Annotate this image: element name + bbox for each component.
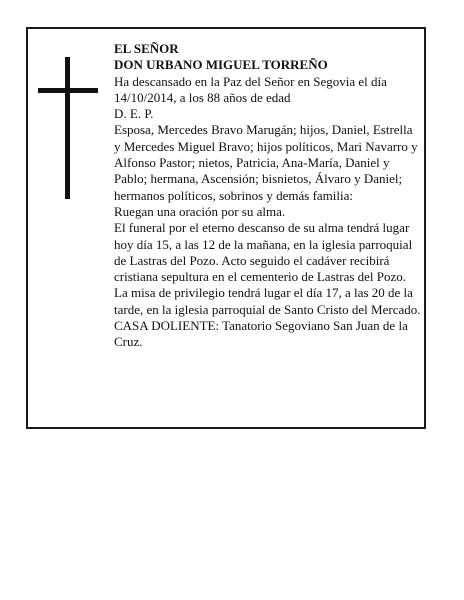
heading-title: EL SEÑOR <box>114 41 179 56</box>
deceased-name: DON URBANO MIGUEL TORREÑO <box>114 57 328 73</box>
obituary-notice <box>26 27 426 429</box>
rip-abbreviation: D. E. P. <box>114 106 154 122</box>
funeral-home: CASA DOLIENTE: Tanatorio Segoviano San Juan de la Cruz. <box>114 318 408 350</box>
death-statement: Ha descansado en la Paz del Señor en Segovia el día 14/10/2014, a los 88 años de edad <box>114 73 387 105</box>
family-list: Esposa, Mercedes Bravo Marugán; hijos, Daniel, Estrella y Mercedes Miguel Bravo; hijos políticos, Mari Navarro y Alfonso Pastor; nietos, Patricia, Ana-María, Daniel y Pablo; hermana, Ascensión; bisnietos, Álvaro y Daniel; hermanos políticos, sobrinos y demás familia: <box>114 122 418 203</box>
funeral-details: El funeral por el eterno descanso de su alma tendrá lugar hoy día 15, a las 12 de la mañana, en la iglesia parroquial de Lastras del Pozo. Acto seguido el cadáver recibirá cristiana sepultura en el cementerio de Lastras del Pozo. La misa de privilegio tendrá lugar el día 17, a las 20 de la tarde, en la iglesia parroquial de Santo Cristo del Mercado. <box>114 220 421 317</box>
cross-vertical-bar <box>65 57 70 199</box>
prayer-request: Ruegan una oración por su alma. <box>114 203 286 219</box>
cross-icon <box>38 57 98 199</box>
obituary-text <box>114 41 422 351</box>
cross-horizontal-bar <box>38 88 98 93</box>
